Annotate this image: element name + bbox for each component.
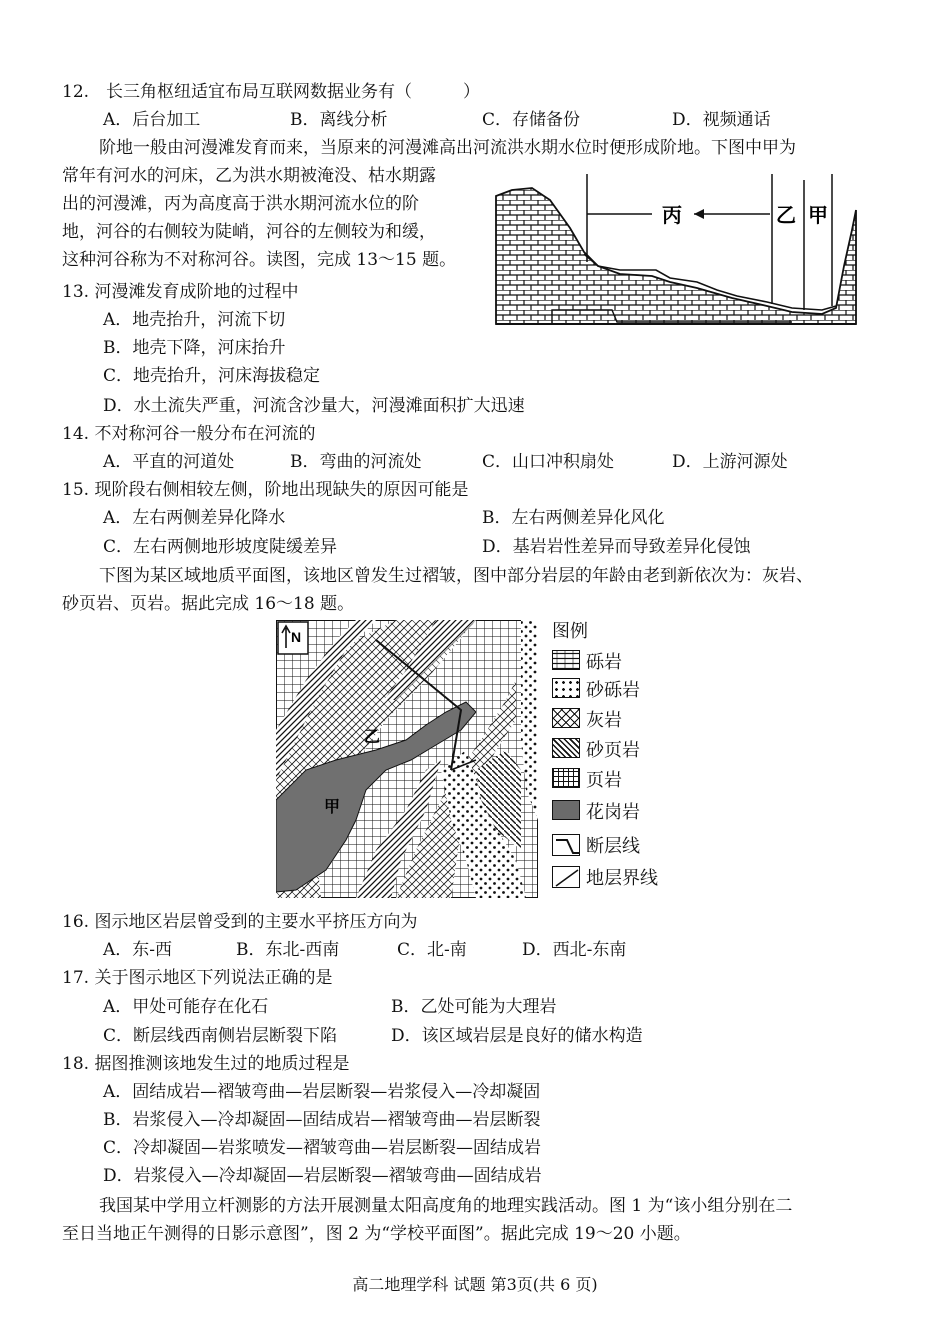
- intro1-line1: 阶地一般由河漫滩发育而来，当原来的河漫滩高出河流洪水期水位时便形成阶地。下图中甲为: [99, 138, 796, 158]
- intro1-line3: 出的河漫滩，丙为高度高于洪水期河流水位的阶: [62, 194, 419, 214]
- q17-option-a: A．甲处可能存在化石: [103, 997, 269, 1017]
- q15-option-b: B．左右两侧差异化风化: [482, 508, 665, 528]
- valley-diagram: [492, 170, 860, 328]
- intro3-line2: 至日当地正午测得的日影示意图”，图 2 为“学校平面图”。据此完成 19～20 小题。: [62, 1224, 691, 1244]
- intro1-line5: 这种河谷称为不对称河谷。读图，完成 13～15 题。: [62, 250, 457, 270]
- valley-cross-section-figure: [492, 170, 860, 328]
- intro1-line4: 地，河谷的右侧较为陡峭，河谷的左侧较为和缓，: [62, 222, 436, 242]
- q15-option-d: D．基岩岩性差异而导致差异化侵蚀: [482, 537, 751, 557]
- sandy-conglomerate-swatch: [552, 678, 580, 698]
- q18-stem: 18. 据图推测该地发生过的地质过程是: [62, 1054, 350, 1074]
- geologic-map-figure: [276, 620, 538, 898]
- q13-stem: 13. 河漫滩发育成阶地的过程中: [62, 282, 299, 302]
- intro3-line1: 我国某中学用立杆测影的方法开展测量太阳高度角的地理实践活动。图 1 为“该小组分别在二: [99, 1196, 793, 1216]
- q12-stem: 12. 长三角枢纽适宜布局互联网数据业务有（ ）: [62, 82, 481, 102]
- q17-option-b: B．乙处可能为大理岩: [391, 997, 557, 1017]
- page-footer: 高二地理学科 试题 第3页(共 6 页): [352, 1275, 598, 1294]
- q16-option-d: D．西北-东南: [522, 940, 627, 960]
- q13-option-b: B．地壳下降，河床抬升: [103, 338, 286, 358]
- q15-option-a: A．左右两侧差异化降水: [103, 508, 286, 528]
- q18-option-c: C．冷却凝固—岩浆喷发—褶皱弯曲—岩层断裂—固结成岩: [103, 1138, 542, 1158]
- q18-option-b: B．岩浆侵入—冷却凝固—固结成岩—褶皱弯曲—岩层断裂: [103, 1110, 541, 1130]
- q12-option-d: D．视频通话: [672, 110, 771, 130]
- q14-stem: 14. 不对称河谷一般分布在河流的: [62, 424, 316, 444]
- q16-option-c: C．北-南: [397, 940, 467, 960]
- label-yi: 乙: [776, 203, 796, 227]
- q12-option-b: B．离线分析: [290, 110, 388, 130]
- map-label-jia: 甲: [324, 797, 341, 816]
- q16-stem: 16. 图示地区岩层曾受到的主要水平挤压方向为: [62, 912, 418, 932]
- q18-option-d: D．岩浆侵入—冷却凝固—岩层断裂—褶皱弯曲—固结成岩: [103, 1166, 542, 1186]
- q17-stem: 17. 关于图示地区下列说法正确的是: [62, 968, 333, 988]
- q14-option-c: C．山口冲积扇处: [482, 452, 615, 472]
- fault-line-swatch: [552, 834, 580, 856]
- q15-option-c: C．左右两侧地形坡度陡缓差异: [103, 537, 338, 557]
- granite-swatch: [552, 800, 580, 820]
- label-bing: 丙: [662, 203, 682, 227]
- intro2-line1: 下图为某区域地质平面图，该地区曾发生过褶皱，图中部分岩层的年龄由老到新依次为：灰岩、: [99, 566, 813, 586]
- sandy-shale-swatch: [552, 738, 580, 758]
- limestone-swatch: [552, 708, 580, 728]
- label-jia: 甲: [808, 203, 828, 227]
- q14-option-a: A．平直的河道处: [103, 452, 235, 472]
- q14-option-d: D．上游河源处: [672, 452, 788, 472]
- intro1-line2: 常年有河水的河床，乙为洪水期被淹没、枯水期露: [62, 166, 436, 186]
- legend-title: 图例: [552, 621, 588, 642]
- q13-option-d: D．水土流失严重，河流含沙量大，河漫滩面积扩大迅速: [103, 396, 525, 416]
- q13-option-c: C．地壳抬升，河床海拔稳定: [103, 366, 321, 386]
- stratum-boundary-swatch: [552, 866, 580, 888]
- q12-option-a: A．后台加工: [103, 110, 201, 130]
- q16-option-b: B．东北-西南: [236, 940, 340, 960]
- q16-option-a: A．东-西: [103, 940, 173, 960]
- q17-option-c: C．断层线西南侧岩层断裂下陷: [103, 1026, 338, 1046]
- shale-swatch: [552, 768, 580, 788]
- intro2-line2: 砂页岩、页岩。据此完成 16～18 题。: [62, 594, 355, 614]
- q13-option-a: A．地壳抬升，河流下切: [103, 310, 286, 330]
- north-label: N: [291, 629, 302, 645]
- q14-option-b: B．弯曲的河流处: [290, 452, 422, 472]
- map-label-yi: 乙: [364, 727, 381, 746]
- q12-option-c: C．存储备份: [482, 110, 581, 130]
- q17-option-d: D．该区域岩层是良好的储水构造: [391, 1026, 643, 1046]
- q15-stem: 15. 现阶段右侧相较左侧，阶地出现缺失的原因可能是: [62, 480, 469, 500]
- q18-option-a: A．固结成岩—褶皱弯曲—岩层断裂—岩浆侵入—冷却凝固: [103, 1082, 541, 1102]
- conglomerate-swatch: [552, 650, 580, 670]
- geologic-map: [276, 620, 538, 898]
